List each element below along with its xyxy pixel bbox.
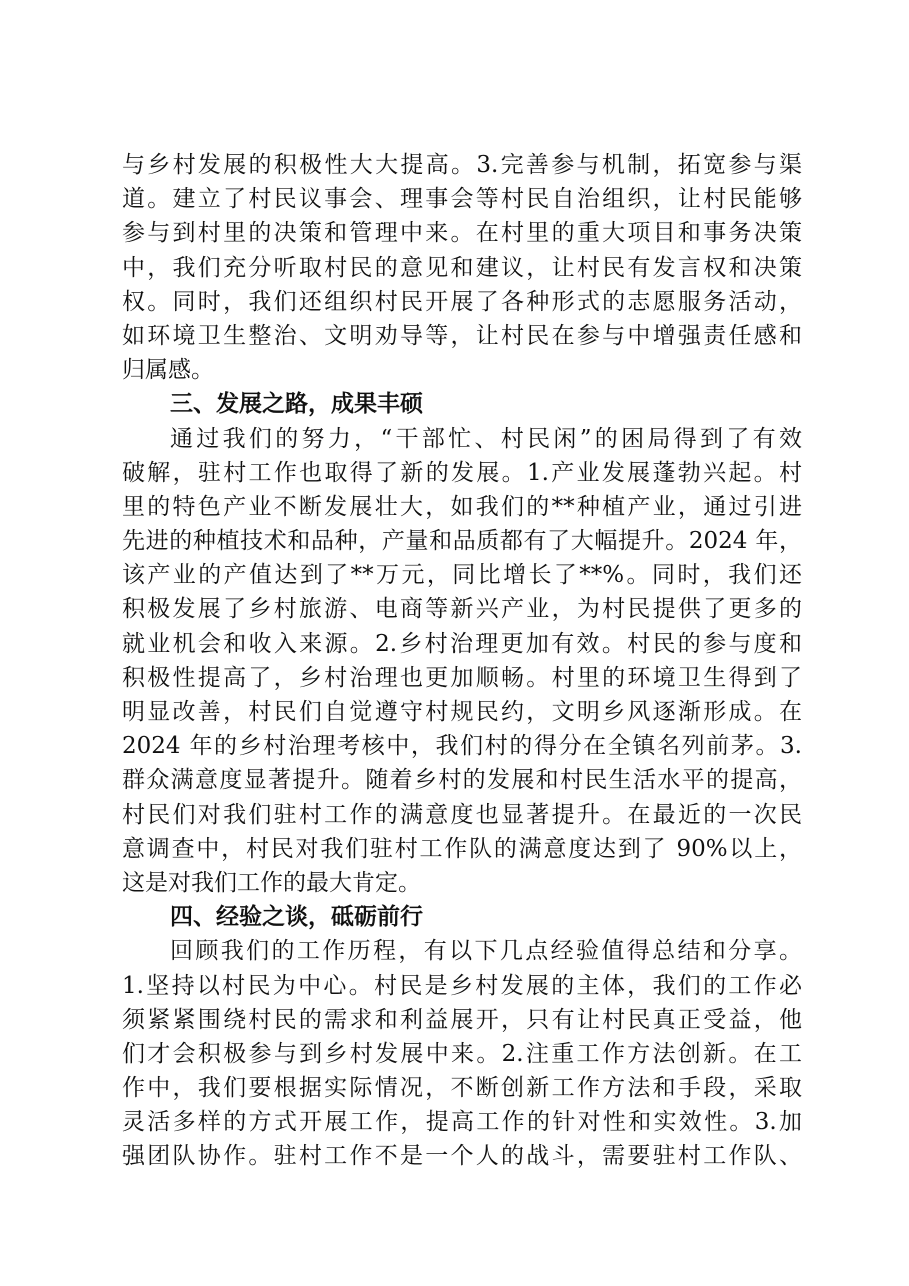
text-line: 强团队协作。驻村工作不是一个人的战斗，需要驻村工作队、 [122,1143,802,1170]
section-heading: 三、发展之路，成果丰硕 [170,390,423,418]
document-body [122,148,802,1174]
text-line: 里的特色产业不断发展壮大，如我们的**种植产业，通过引进 [122,493,802,520]
text-line: 这是对我们工作的最大肯定。 [122,869,421,896]
text-line: 破解，驻村工作也取得了新的发展。1.产业发展蓬勃兴起。村 [122,459,802,486]
text-line: 中，我们充分听取村民的意见和建议，让村民有发言权和决策 [122,254,802,281]
text-line: 权。同时，我们还组织村民开展了各种形式的志愿服务活动， [122,288,802,315]
text-line: 明显改善，村民们自觉遵守村规民约，文明乡风逐渐形成。在 [122,699,802,725]
text-line: 如环境卫生整治、文明劝导等，让村民在参与中增强责任感和 [122,322,802,349]
text-line: 先进的种植技术和品种，产量和品质都有了大幅提升。2024 年， [122,528,802,555]
text-line: 通过我们的努力，“干部忙、村民闲”的困局得到了有效 [170,425,802,452]
text-line: 归属感。 [122,357,214,384]
text-line: 1.坚持以村民为中心。村民是乡村发展的主体，我们的工作必 [122,972,802,999]
text-line: 群众满意度显著提升。随着乡村的发展和村民生活水平的提高， [122,767,802,794]
paragraph [122,422,802,901]
text-line: 该产业的产值达到了**万元，同比增长了**%。同时，我们还 [122,562,802,589]
text-line: 须紧紧围绕村民的需求和利益展开，只有让村民真正受益，他 [122,1006,802,1033]
text-line: 灵活多样的方式开展工作，提高工作的针对性和实效性。3.加 [122,1109,802,1136]
paragraph [122,148,802,387]
text-line: 村民们对我们驻村工作的满意度也显著提升。在最近的一次民 [122,801,802,828]
text-line: 意调查中，村民对我们驻村工作队的满意度达到了 90%以上， [122,835,802,862]
text-line: 们才会积极参与到乡村发展中来。2.注重工作方法创新。在工 [122,1040,802,1067]
text-line: 2024 年的乡村治理考核中，我们村的得分在全镇名列前茅。3. [122,733,802,760]
section-heading: 四、经验之谈，砥砺前行 [170,903,423,931]
text-line: 作中，我们要根据实际情况，不断创新工作方法和手段，采取 [122,1075,802,1102]
text-line: 参与到村里的决策和管理中来。在村里的重大项目和事务决策 [122,220,802,247]
text-line: 积极性提高了，乡村治理也更加顺畅。村里的环境卫生得到了 [122,664,802,691]
text-line: 积极发展了乡村旅游、电商等新兴产业，为村民提供了更多的 [122,596,802,623]
paragraph [122,934,802,1173]
text-line: 回顾我们的工作历程，有以下几点经验值得总结和分享。 [170,938,802,965]
text-line: 与乡村发展的积极性大大提高。3.完善参与机制，拓宽参与渠 [122,152,802,178]
text-line: 道。建立了村民议事会、理事会等村民自治组织，让村民能够 [122,186,802,213]
text-line: 就业机会和收入来源。2.乡村治理更加有效。村民的参与度和 [122,630,802,657]
